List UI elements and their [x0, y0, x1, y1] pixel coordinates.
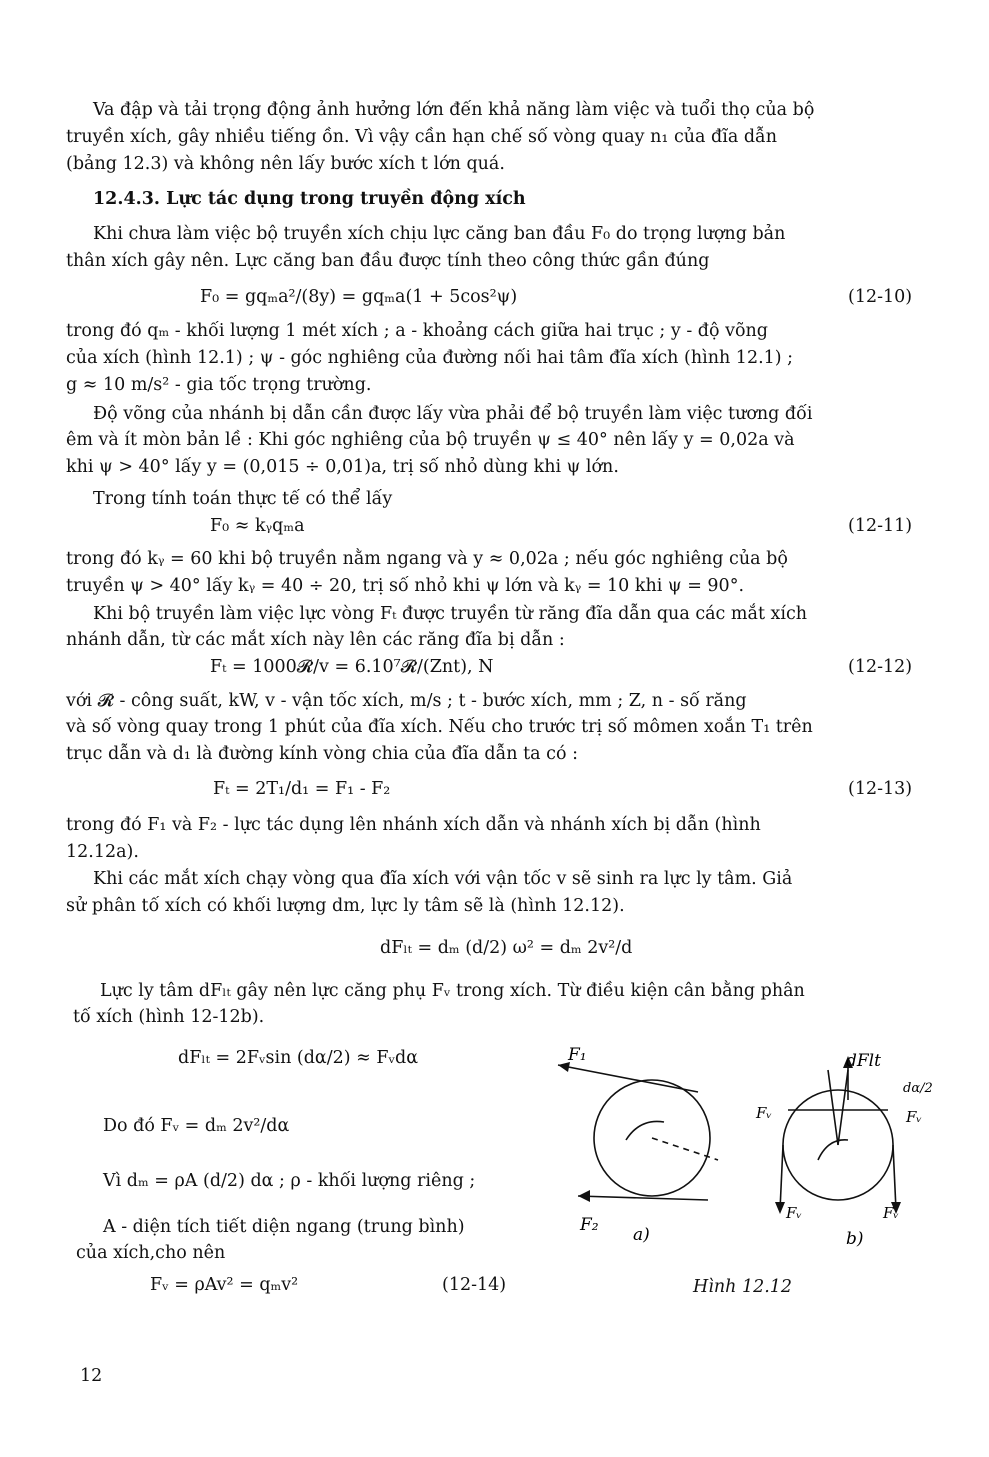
- text-line: g ≈ 10 m/s² - gia tốc trọng trường.: [66, 375, 372, 395]
- figure-label: Fᵥ: [883, 1204, 899, 1222]
- section-heading: 12.4.3. Lực tác dụng trong truyền động xích: [93, 189, 526, 209]
- figure-caption: Hình 12.12: [693, 1277, 793, 1297]
- text-line: trong đó kᵧ = 60 khi bộ truyền nằm ngang và y ≈ 0,02a ; nếu góc nghiêng của bộ: [66, 549, 788, 569]
- text-line: và số vòng quay trong 1 phút của đĩa xích. Nếu cho trước trị số mômen xoắn T₁ trên: [66, 717, 813, 737]
- text-line: của xích (hình 12.1) ; ψ - góc nghiêng của đường nối hai tâm đĩa xích (hình 12.1) ;: [66, 348, 794, 368]
- text-line: khi ψ > 40° lấy y = (0,015 ÷ 0,01)a, trị số nhỏ dùng khi ψ lớn.: [66, 457, 619, 477]
- chain-branch-1: [558, 1065, 698, 1092]
- equation: Do đó Fᵥ = dₘ 2v²/dα: [103, 1116, 290, 1136]
- equation: Fₜ = 1000𝓡/v = 6.10⁷𝓡/(Znt), N: [210, 657, 494, 677]
- chain-branch-2: [578, 1196, 708, 1200]
- text-line: Lực ly tâm dFₗₜ gây nên lực căng phụ Fᵥ trong xích. Từ điều kiện cân bằng phân: [100, 981, 805, 1001]
- text-line: Độ võng của nhánh bị dẫn cần được lấy vừa phải để bộ truyền làm việc tương đối: [93, 404, 813, 424]
- text-line: Va đập và tải trọng động ảnh hưởng lớn đến khả năng làm việc và tuổi thọ của bộ: [93, 100, 815, 120]
- equation-number: (12-11): [848, 516, 913, 536]
- arrow-head-fv-left: [775, 1202, 785, 1214]
- figure-label: a): [633, 1225, 650, 1245]
- radius-line-2: [838, 1070, 848, 1145]
- figure-label: Fᵥ: [756, 1104, 772, 1122]
- rotation-arrow-a: [626, 1121, 664, 1140]
- equation: Vì dₘ = ρA (d/2) dα ; ρ - khối lượng riêng ;: [103, 1171, 476, 1191]
- equation: Fₜ = 2T₁/d₁ = F₁ - F₂: [213, 779, 391, 799]
- center-line-a: [652, 1138, 718, 1160]
- page-number: 12: [80, 1366, 103, 1386]
- rotation-arrow-b: [818, 1140, 848, 1160]
- text-line: Khi chưa làm việc bộ truyền xích chịu lực căng ban đầu F₀ do trọng lượng bản: [93, 224, 786, 244]
- equation: dFₗₜ = 2Fᵥsin (dα/2) ≈ Fᵥdα: [178, 1048, 419, 1068]
- text-line: truyền ψ > 40° lấy kᵧ = 40 ÷ 20, trị số nhỏ khi ψ lớn và kᵧ = 10 khi ψ = 90°.: [66, 576, 745, 596]
- text-line: nhánh dẫn, từ các mắt xích này lên các răng đĩa bị dẫn :: [66, 630, 565, 650]
- equation-number: (12-10): [848, 287, 913, 307]
- figure-label: F₂: [580, 1215, 599, 1235]
- figure-label: dα/2: [903, 1081, 933, 1096]
- equation: F₀ ≈ kᵧqₘa: [210, 516, 305, 536]
- figure-label: dFlt: [846, 1051, 881, 1071]
- text-line: Khi các mắt xích chạy vòng qua đĩa xích với vận tốc v sẽ sinh ra lực ly tâm. Giả: [93, 869, 793, 889]
- equation-number: (12-14): [442, 1275, 507, 1295]
- figure-12-12: [548, 1040, 968, 1270]
- figure-label: Fᵥ: [786, 1204, 802, 1222]
- text-line: của xích,cho nên: [76, 1243, 226, 1263]
- equation-number: (12-12): [848, 657, 913, 677]
- text-line: Khi bộ truyền làm việc lực vòng Fₜ được truyền từ răng đĩa dẫn qua các mắt xích: [93, 604, 808, 624]
- equation: dFₗₜ = dₘ (d/2) ω² = dₘ 2v²/d: [380, 938, 633, 958]
- arrow-head-f2: [578, 1190, 590, 1202]
- equation-number: (12-13): [848, 779, 913, 799]
- text-line: trong đó F₁ và F₂ - lực tác dụng lên nhánh xích dẫn và nhánh xích bị dẫn (hình: [66, 815, 761, 835]
- text-line: với 𝓡 - công suất, kW, v - vận tốc xích, m/s ; t - bước xích, mm ; Z, n - số răng: [66, 691, 747, 711]
- text-line: (bảng 12.3) và không nên lấy bước xích t lớn quá.: [66, 154, 505, 174]
- text-line: 12.12a).: [66, 842, 139, 862]
- text-line: sử phân tố xích có khối lượng dm, lực ly tâm sẽ là (hình 12.12).: [66, 896, 625, 916]
- figure-label: b): [846, 1229, 864, 1249]
- text-line: A - diện tích tiết diện ngang (trung bình): [103, 1217, 465, 1237]
- text-line: thân xích gây nên. Lực căng ban đầu được tính theo công thức gần đúng: [66, 251, 710, 271]
- text-line: trục dẫn và d₁ là đường kính vòng chia của đĩa dẫn ta có :: [66, 744, 578, 764]
- text-line: trong đó qₘ - khối lượng 1 mét xích ; a - khoảng cách giữa hai trục ; y - độ võng: [66, 321, 768, 341]
- text-line: Trong tính toán thực tế có thể lấy: [93, 489, 393, 509]
- tangent-right: [893, 1145, 896, 1210]
- text-line: tố xích (hình 12-12b).: [73, 1007, 265, 1027]
- text-line: êm và ít mòn bản lề : Khi góc nghiêng của bộ truyền ψ ≤ 40° nên lấy y = 0,02a và: [66, 430, 795, 450]
- figure-label: F₁: [568, 1045, 587, 1065]
- radius-line-1: [828, 1070, 838, 1145]
- equation: Fᵥ = ρAv² = qₘv²: [150, 1275, 299, 1295]
- tangent-left: [780, 1145, 783, 1210]
- figure-label: Fᵥ: [906, 1108, 922, 1126]
- text-line: truyền xích, gây nhiều tiếng ồn. Vì vậy cần hạn chế số vòng quay n₁ của đĩa dẫn: [66, 127, 778, 147]
- equation: F₀ = gqₘa²/(8y) = gqₘa(1 + 5cos²ψ): [200, 287, 518, 307]
